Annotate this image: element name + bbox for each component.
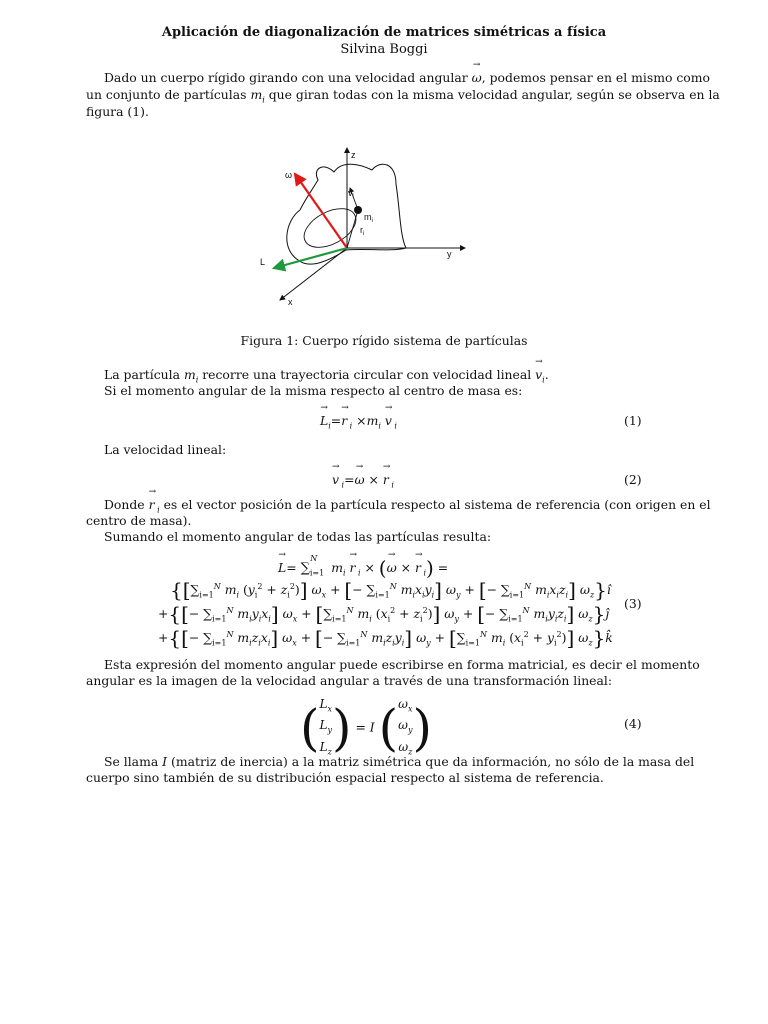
- text-line-esta: Esta expresión del momento angular puede escribirse en forma matricial, es decir el momento: [104, 657, 700, 672]
- x-axis: [280, 248, 347, 300]
- equation-3-line-4: +{[− $\sum_{i=1}^N$ $m_iz_ix_i$] $\omega_x$ + [− $\sum_{i=1}^N$ $m_iz_iy_i$] $\omega_y + [\sum_{i=1}^N$ $m_i$ $(x_i^2 + y_i^2)$] $\omega_z\}k̂$: [158, 626, 613, 650]
- equation-3-line-3: +{[− $\sum_{i=1}^N$ $m_iy_ix_i$] $\omega_x + [\sum_{i=1}^N$ $m_i$ $(x_i^2 + z_i^2)$] $\omega_y$ + [− $\sum_{i=1}^N$ $m_iy_iz_i$] $\omega_z\}ĵ$: [158, 602, 610, 626]
- equation-2-number: (2): [624, 472, 642, 487]
- intro-line-2: un conjunto de partículas $m_i$ que giran todas con la misma velocidad angular, según se observa en la: [86, 87, 720, 105]
- text-line-sumando: Sumando el momento angular de todas las partículas resulta:: [104, 529, 492, 544]
- label-L: L: [260, 257, 266, 267]
- label-z: z: [351, 150, 356, 160]
- text-line-velocidad: La velocidad lineal:: [104, 442, 227, 457]
- rigid-body-figure: [250, 140, 480, 310]
- label-mi: $m_i$: [364, 212, 373, 224]
- equation-4-number: (4): [624, 716, 642, 731]
- equation-1-number: (1): [624, 413, 642, 428]
- text-line-particle: La partícula $m_i$ recorre una trayectoria circular con velocidad lineal → $v_i$.: [104, 367, 549, 384]
- paper-title: Aplicación de diagonalización de matrices simétricas a física: [161, 25, 607, 40]
- equation-3-number: (3): [624, 596, 642, 611]
- equation-3-line-2: {[$\sum_{i=1}^N$ $m_i$ $(y_i^2 + z_i^2)$] $\omega_x$ + [− $\sum_{i=1}^N$ $m_ix_iy_i$] $\omega_y$ + [− $\sum_{i=1}^N$ $m_ix_iz_i$] $\omega_z\}î$: [170, 578, 611, 602]
- equation-2: → v $_i$=→ ω × → r $_i$: [332, 472, 394, 489]
- L-vector: [274, 248, 347, 268]
- intro-line-3: figura (1).: [86, 104, 149, 119]
- label-omega: ω: [285, 170, 293, 180]
- text-line-momento: Si el momento angular de la misma respecto al centro de masa es:: [104, 383, 523, 398]
- equation-3-line-1: → $L= \sum_{i=1}^Nm_i \to r$ $_i$ × (→ ω × → r $_i$) =: [278, 556, 448, 580]
- text-line-sellama: Se llama I (matriz de inercia) a la matriz simétrica que da información, no sólo de la masa del: [104, 754, 695, 769]
- particle-mi: [354, 206, 362, 214]
- omega-vector: [295, 174, 347, 248]
- label-vi: $v_i$: [348, 188, 354, 200]
- intro-line-1: Dado un cuerpo rígido girando con una velocidad angular → ω, podemos pensar en el mismo como: [104, 70, 710, 85]
- text-line-centro: centro de masa).: [86, 513, 192, 528]
- figure-caption: Figura 1: Cuerpo rígido sistema de partículas: [240, 333, 528, 348]
- paper-author: Silvina Boggi: [340, 42, 428, 57]
- equation-1: → $L_i=\to r$ $_i \times m_i \to v$ $_i$: [320, 413, 397, 430]
- label-ri: $r_i$: [360, 225, 365, 237]
- text-line-cuerpo: cuerpo sino también de su distribución espacial respecto al sistema de referencia.: [86, 770, 604, 785]
- text-line-angular: angular es la imagen de la velocidad angular a través de una transformación lineal:: [86, 673, 613, 688]
- label-x: x: [288, 297, 293, 307]
- label-y: y: [447, 249, 452, 259]
- ri-vector: [347, 210, 358, 248]
- equation-4: ($L_x$ $L_y$ $L_z) = I$ ($\omega_x$ $\omega_y$ $\omega_z$): [300, 697, 433, 758]
- text-line-donde: Donde → r $_i$ es el vector posición de la partícula respecto al sistema de referencia (con origen en el: [104, 497, 711, 514]
